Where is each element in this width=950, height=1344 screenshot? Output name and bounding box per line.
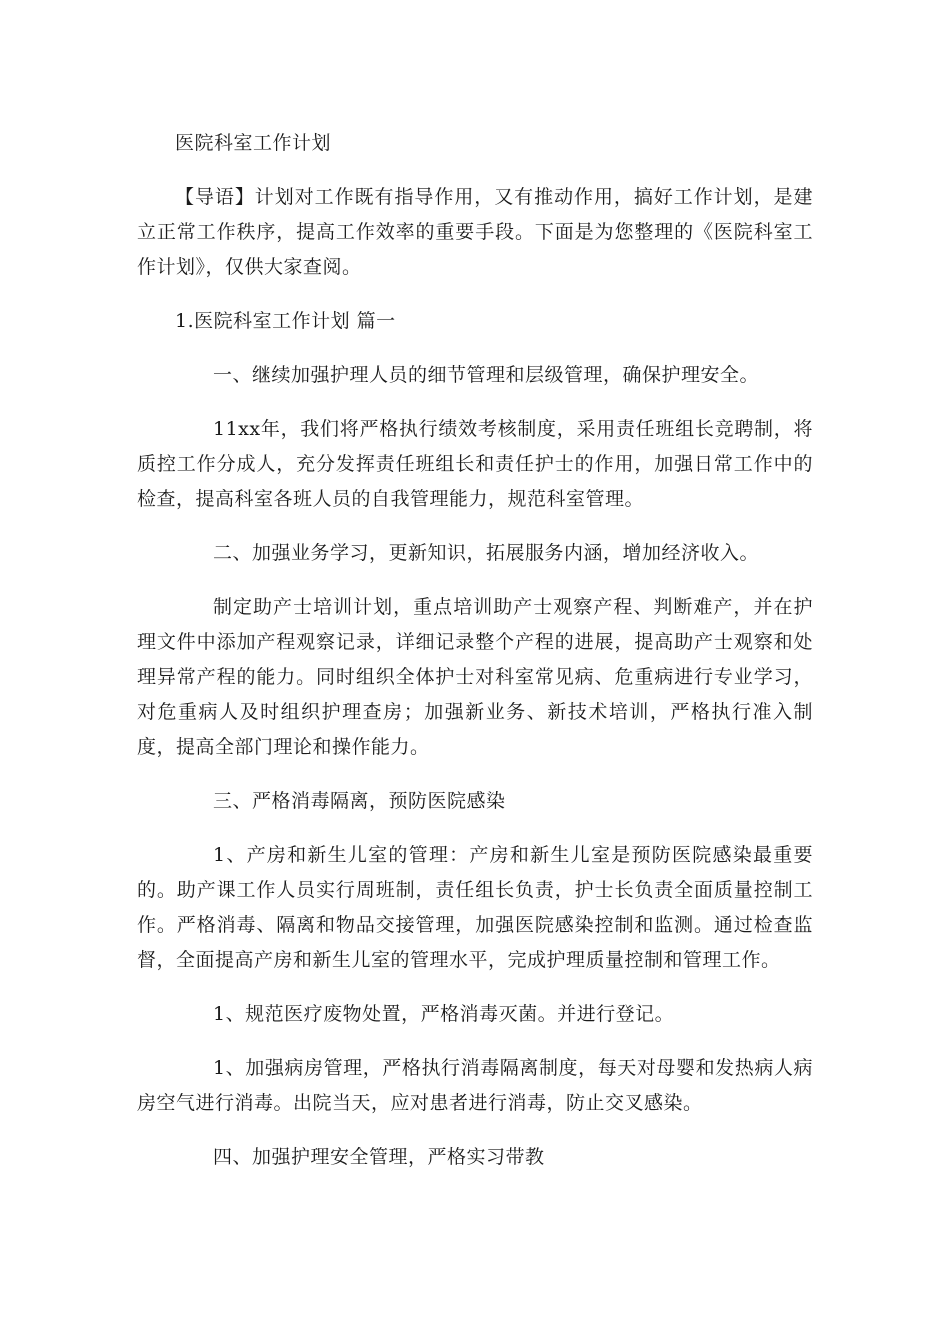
- section-heading: 1.医院科室工作计划 篇一: [175, 310, 396, 332]
- body-paragraph: 制定助产士培训计划，重点培训助产士观察产程、判断难产，并在护理文件中添加产程观察记录，详细记录整个产程的进展，提高助产士观察和处理异常产程的能力。同时组织全体护士对科室常见病、危重病进行专业学习，对危重病人及时组织护理查房；加强新业务、新技术培训，严格执行准入制度，提高全部门理论和操作能力。: [137, 596, 813, 758]
- heading-1: 一、继续加强护理人员的细节管理和层级管理，确保护理安全。: [213, 364, 760, 386]
- heading-3: 三、严格消毒隔离，预防医院感染: [213, 790, 506, 812]
- heading-4: 四、加强护理安全管理，严格实习带教: [213, 1146, 545, 1168]
- document-body: [137, 126, 813, 1175]
- body-paragraph: 1、规范医疗废物处置，严格消毒灭菌。并进行登记。: [213, 1003, 675, 1025]
- body-paragraph: 1、产房和新生儿室的管理：产房和新生儿室是预防医院感染最重要的。助产课工作人员实行周班制，责任组长负责，护士长负责全面质量控制工作。严格消毒、隔离和物品交接管理，加强医院感染控制和监测。通过检查监督，全面提高产房和新生儿室的管理水平，完成护理质量控制和管理工作。: [137, 844, 813, 971]
- body-paragraph: 1、加强病房管理，严格执行消毒隔离制度，每天对母婴和发热病人病房空气进行消毒。出院当天，应对患者进行消毒，防止交叉感染。: [137, 1057, 813, 1114]
- intro-paragraph: 【导语】计划对工作既有指导作用，又有推动作用，搞好工作计划，是建立正常工作秩序，提高工作效率的重要手段。下面是为您整理的《医院科室工作计划》，仅供大家查阅。: [137, 186, 813, 278]
- body-paragraph: 11xx年，我们将严格执行绩效考核制度，采用责任班组长竞聘制，将质控工作分成人，充分发挥责任班组长和责任护士的作用，加强日常工作中的检查，提高科室各班人员的自我管理能力，规范科室管理。: [137, 418, 813, 510]
- document-title: 医院科室工作计划: [175, 132, 332, 154]
- heading-2: 二、加强业务学习，更新知识，拓展服务内涵，增加经济收入。: [213, 542, 760, 564]
